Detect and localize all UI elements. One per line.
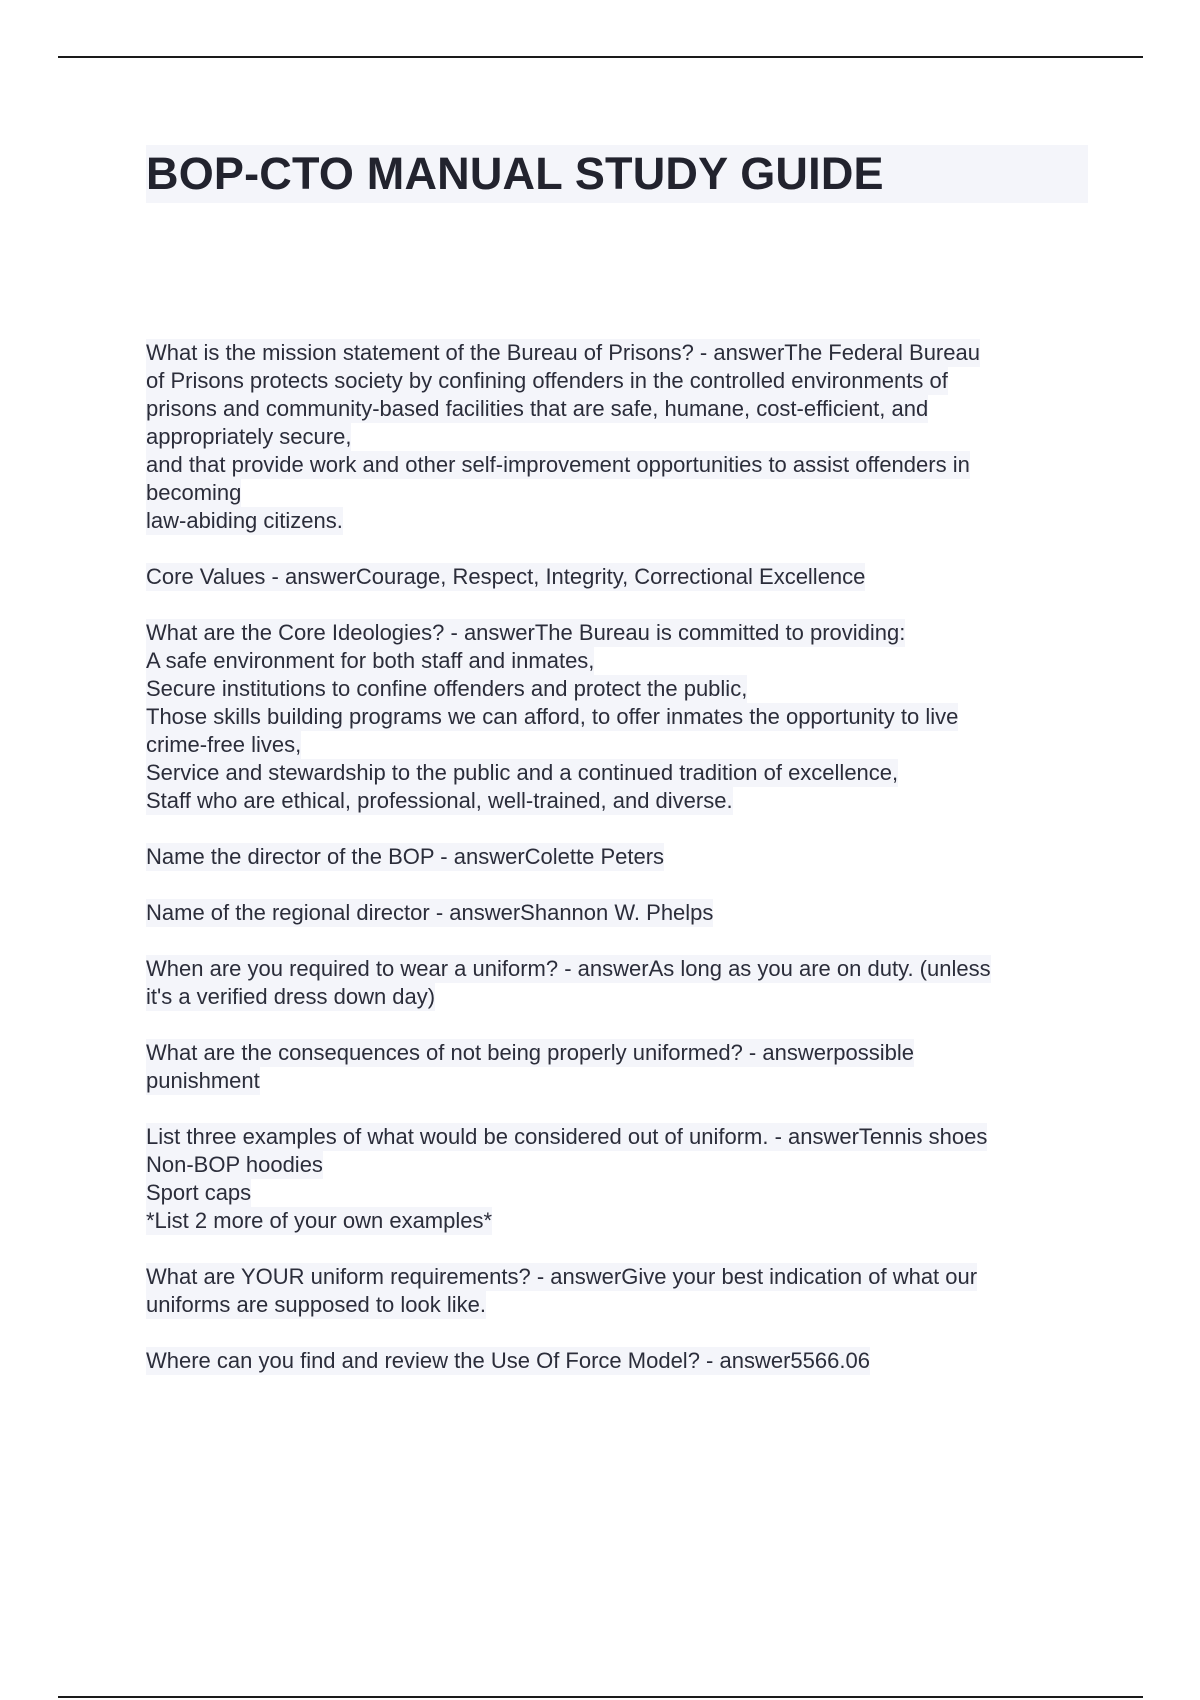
text-line: What are YOUR uniform requirements? - answerGive your best indication of what our xyxy=(146,1264,978,1289)
text-line-row xyxy=(146,563,1086,591)
qa-entry xyxy=(146,1123,1086,1235)
text-line-row xyxy=(146,899,1086,927)
text-line-row xyxy=(146,647,1086,675)
text-line: Staff who are ethical, professional, well-trained, and diverse. xyxy=(146,788,733,813)
text-line: Core Values - answerCourage, Respect, Integrity, Correctional Excellence xyxy=(146,564,866,589)
text-line-row xyxy=(146,955,1086,983)
text-line-row xyxy=(146,423,1086,451)
text-line-row xyxy=(146,759,1086,787)
text-line-row xyxy=(146,1067,1086,1095)
text-line: What are the consequences of not being properly uniformed? - answerpossible xyxy=(146,1040,915,1065)
text-line: becoming xyxy=(146,480,242,505)
bottom-rule xyxy=(58,1696,1143,1698)
text-line: Non-BOP hoodies xyxy=(146,1152,323,1177)
qa-entry xyxy=(146,899,1086,927)
text-line: Sport caps xyxy=(146,1180,252,1205)
text-line-row xyxy=(146,1207,1086,1235)
qa-entry xyxy=(146,1039,1086,1095)
text-line-row xyxy=(146,339,1086,367)
text-line: Those skills building programs we can afford, to offer inmates the opportunity to live xyxy=(146,704,959,729)
text-line: Name the director of the BOP - answerColette Peters xyxy=(146,844,665,869)
text-line-row xyxy=(146,1263,1086,1291)
text-line: Name of the regional director - answerShannon W. Phelps xyxy=(146,900,714,925)
text-line: law-abiding citizens. xyxy=(146,508,343,533)
text-line: uniforms are supposed to look like. xyxy=(146,1292,486,1317)
text-line: punishment xyxy=(146,1068,260,1093)
text-line-row xyxy=(146,1151,1086,1179)
title-block xyxy=(146,145,1088,203)
text-line: of Prisons protects society by confining offenders in the controlled environments of xyxy=(146,368,948,393)
text-line: Where can you find and review the Use Of Force Model? - answer5566.06 xyxy=(146,1348,870,1373)
text-line-row xyxy=(146,479,1086,507)
text-line-row xyxy=(146,619,1086,647)
text-line: Service and stewardship to the public and a continued tradition of excellence, xyxy=(146,760,899,785)
qa-entry xyxy=(146,1347,1086,1375)
text-line-row xyxy=(146,1347,1086,1375)
text-line-row xyxy=(146,1123,1086,1151)
text-line: When are you required to wear a uniform? - answerAs long as you are on duty. (unless xyxy=(146,956,991,981)
text-line: What are the Core Ideologies? - answerThe Bureau is committed to providing: xyxy=(146,620,906,645)
text-line: crime-free lives, xyxy=(146,732,302,757)
qa-entry xyxy=(146,955,1086,1011)
qa-entry xyxy=(146,1263,1086,1319)
text-line: prisons and community-based facilities that are safe, humane, cost-efficient, and xyxy=(146,396,929,421)
top-rule xyxy=(58,56,1143,58)
text-line: List three examples of what would be considered out of uniform. - answerTennis shoes xyxy=(146,1124,988,1149)
text-line-row xyxy=(146,451,1086,479)
text-line-row xyxy=(146,983,1086,1011)
qa-entry xyxy=(146,619,1086,815)
text-line-row xyxy=(146,395,1086,423)
text-line-row xyxy=(146,1039,1086,1067)
text-line-row xyxy=(146,367,1086,395)
text-line-row xyxy=(146,1291,1086,1319)
page-title: BOP-CTO MANUAL STUDY GUIDE xyxy=(146,148,884,199)
qa-entry xyxy=(146,563,1086,591)
text-line-row xyxy=(146,731,1086,759)
text-line: appropriately secure, xyxy=(146,424,352,449)
text-line: A safe environment for both staff and inmates, xyxy=(146,648,595,673)
text-line: What is the mission statement of the Bureau of Prisons? - answerThe Federal Bureau xyxy=(146,340,980,365)
qa-entry xyxy=(146,339,1086,535)
text-line-row xyxy=(146,787,1086,815)
text-line-row xyxy=(146,1179,1086,1207)
text-line: Secure institutions to confine offenders and protect the public, xyxy=(146,676,748,701)
text-line-row xyxy=(146,703,1086,731)
text-line: *List 2 more of your own examples* xyxy=(146,1208,493,1233)
text-line: it's a verified dress down day) xyxy=(146,984,436,1009)
text-line: and that provide work and other self-improvement opportunities to assist offenders in xyxy=(146,452,970,477)
text-line-row xyxy=(146,843,1086,871)
text-line-row xyxy=(146,675,1086,703)
qa-entry xyxy=(146,843,1086,871)
text-line-row xyxy=(146,507,1086,535)
study-guide-body xyxy=(146,339,1086,1403)
